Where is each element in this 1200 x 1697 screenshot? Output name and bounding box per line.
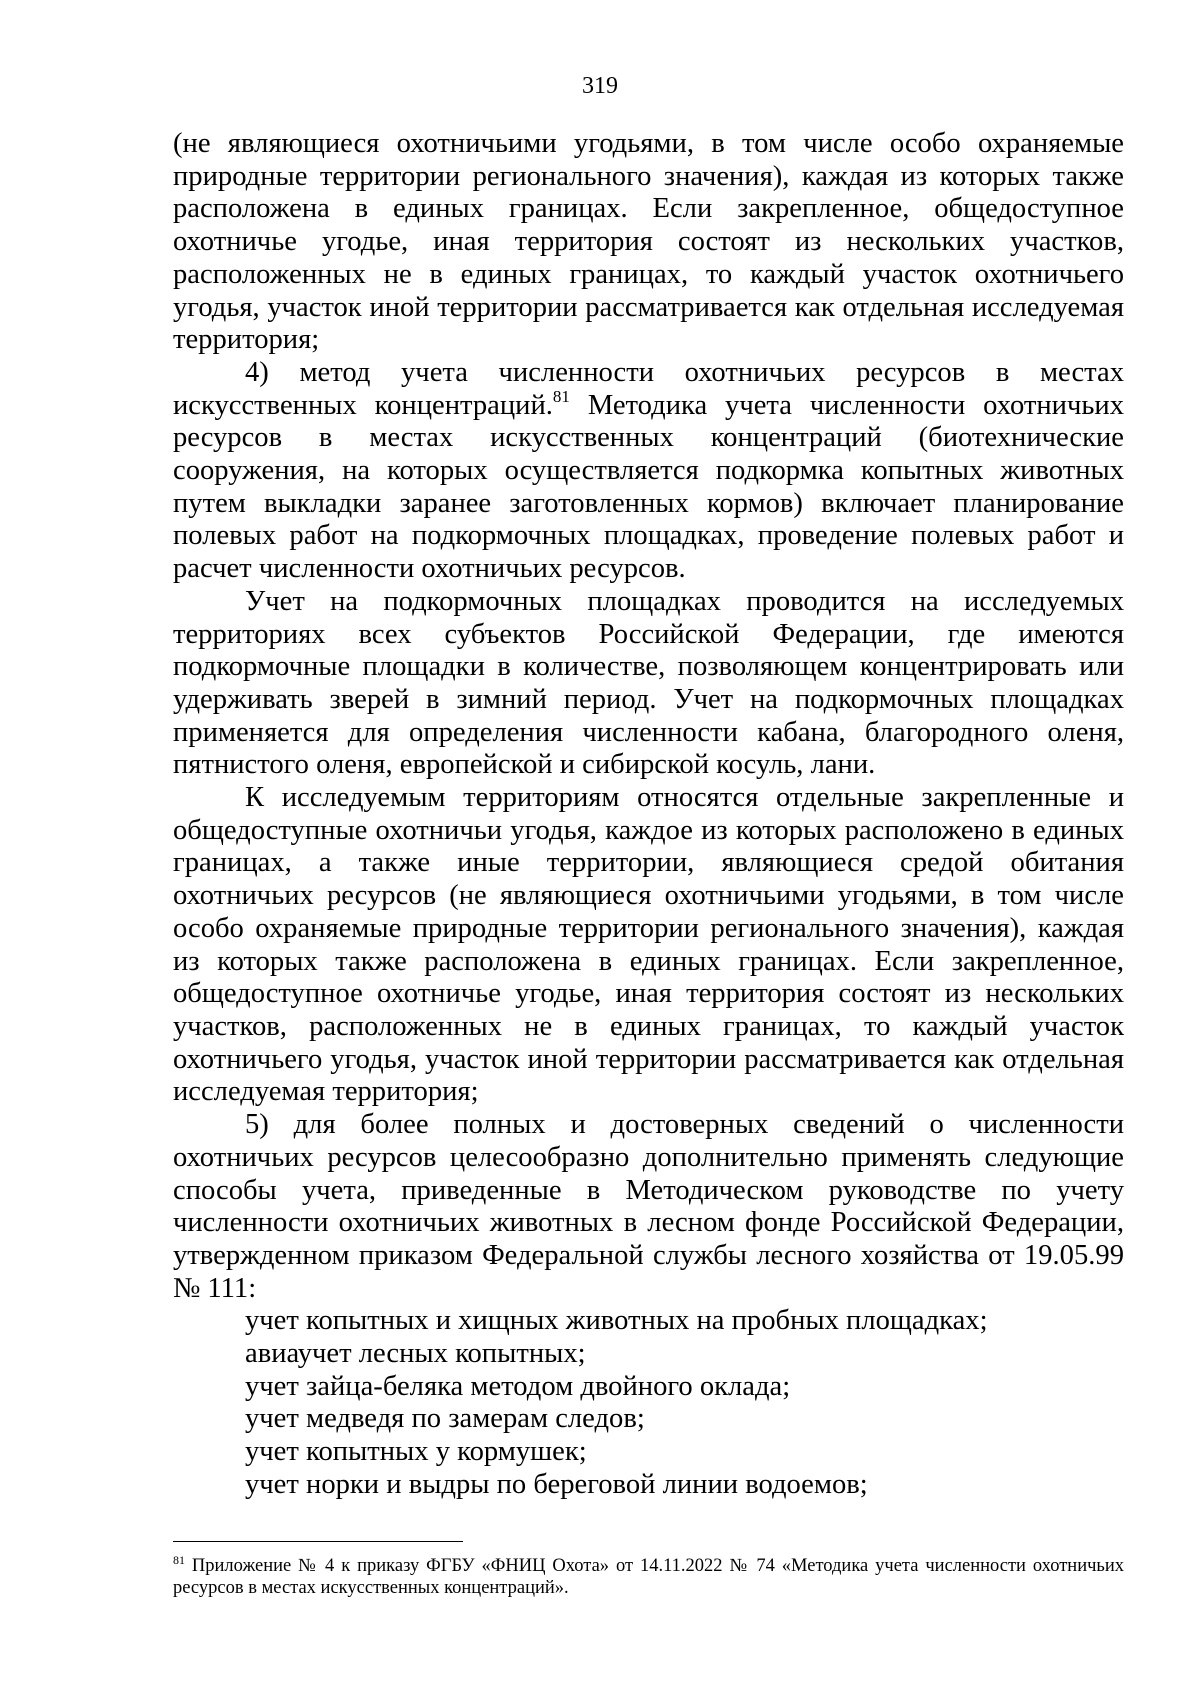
paragraph-method-5: 5) для более полных и достоверных сведений о численности охотничьих ресурсов целесообразно дополнительно применять следующие способы учета, приведенные в Методическом руководстве по учету численности охотничьих животных в лесном фонде Российской Федерации, утвержденном приказом Федеральной службы лесного хозяйства от 19.05.99 № 111: [173,1109,1124,1304]
paragraph-territory-continuation: (не являющиеся охотничьими угодьями, в том числе особо охраняемые природные территории регионального значения), каждая из которых также расположена в единых границах. Если закрепленное, общедоступное охотничье угодье, иная территория состоят из нескольких участков, расположенных не в единых границах, то каждый участок охотничьего угодья, участок иной территории рассматривается как отдельная исследуемая территория; [173,128,1124,356]
list-item: учет норки и выдры по береговой линии водоемов; [245,1468,868,1500]
list-item: учет медведя по замерам следов; [245,1403,645,1435]
footnote-reference[interactable]: 81 [552,386,570,406]
footnote-mark: 81 [173,1553,185,1567]
footnote-divider [173,1541,463,1542]
paragraph-study-territories: К исследуемым территориям относятся отдельные закрепленные и общедоступные охотничьи угодья, каждое из которых расположено в единых границах, а также иные территории, являющиеся средой обитания охотничьих ресурсов (не являющиеся охотничьими угодьями, в том числе особо охраняемые природные территории регионального значения), каждая из которых также расположена в единых границах. Если закрепленное, общедоступное охотничье угодье, иная территория состоят из нескольких участков, расположенных не в единых границах, то каждый участок охотничьего угодья, участок иной территории рассматривается как отдельная исследуемая территория; [173,782,1124,1108]
footnote-text: Приложение № 4 к приказу ФГБУ «ФНИЦ Охота» от 14.11.2022 № 74 «Методика учета численности охотничьих ресурсов в местах искусственных концентраций». [173,1556,1124,1598]
page-number: 319 [582,73,618,99]
document-body [173,128,1124,1502]
list-item: учет копытных и хищных животных на пробных площадках; [245,1305,988,1337]
list-item: учет зайца-беляка методом двойного оклада; [245,1370,791,1402]
list-item: учет копытных у кормушек; [245,1436,587,1468]
paragraph-feeding-sites: Учет на подкормочных площадках проводится на исследуемых территориях всех субъектов Российской Федерации, где имеются подкормочные площадки в количестве, позволяющем концентрировать или удерживать зверей в зимний период. Учет на подкормочных площадках применяется для определения численности кабана, благородного оленя, пятнистого оленя, европейской и сибирской косуль, лани. [173,585,1124,781]
list-item: авиаучет лесных копытных; [245,1338,586,1370]
paragraph-method-4-rest: Методика учета численности охотничьих ресурсов в местах искусственных концентраций (биотехнические сооружения, на которых осуществляется подкормка копытных животных путем выкладки заранее заготовленных кормов) включает планирование полевых работ на подкормочных площадках, проведение полевых работ и расчет численности охотничьих ресурсов. [173,389,1124,585]
paragraph-method-4-start: 4) метод учета численности охотничьих ресурсов в местах искусственных концентраций. [173,356,1124,421]
paragraph-method-4 [173,357,1124,586]
footnote [173,1555,1124,1599]
